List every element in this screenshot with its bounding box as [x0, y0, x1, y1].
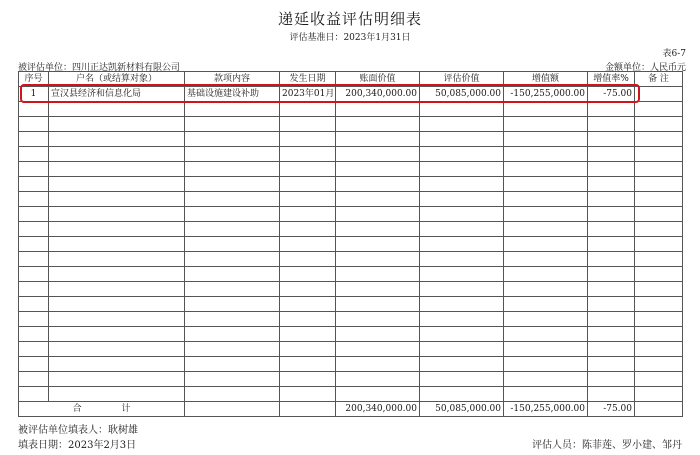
blank-cell [588, 297, 635, 312]
blank-row [19, 387, 683, 402]
blank-cell [280, 222, 336, 237]
col-name: 户名（或结算对象） [49, 72, 185, 87]
blank-cell [185, 372, 280, 387]
appraised-entity: 被评估单位：四川正达凯新材料有限公司 [18, 63, 181, 73]
blank-cell [336, 372, 420, 387]
blank-row [19, 327, 683, 342]
blank-cell [49, 357, 185, 372]
blank-cell [49, 282, 185, 297]
blank-cell [504, 177, 588, 192]
currency-unit: 金额单位：人民币元 [604, 63, 686, 73]
blank-cell [19, 177, 49, 192]
blank-cell [420, 192, 504, 207]
blank-cell [49, 387, 185, 402]
blank-cell [336, 312, 420, 327]
appraisers: 评估人员：陈菲莲、罗小建、邹丹 [532, 440, 682, 451]
blank-cell [420, 132, 504, 147]
total-label [19, 402, 185, 417]
total-label-a: 合 [72, 404, 82, 414]
blank-cell [336, 387, 420, 402]
blank-cell [504, 342, 588, 357]
blank-cell [185, 162, 280, 177]
blank-cell [420, 207, 504, 222]
blank-row [19, 372, 683, 387]
blank-cell [185, 267, 280, 282]
blank-cell [588, 207, 635, 222]
blank-cell [336, 222, 420, 237]
blank-cell [588, 252, 635, 267]
blank-cell [280, 357, 336, 372]
blank-cell [280, 297, 336, 312]
blank-cell [49, 237, 185, 252]
total-rate: -75.00 [588, 402, 635, 417]
blank-cell [49, 327, 185, 342]
total-content-empty [185, 402, 280, 417]
blank-cell [588, 267, 635, 282]
blank-cell [19, 282, 49, 297]
blank-cell [185, 207, 280, 222]
blank-cell [49, 102, 185, 117]
blank-cell [280, 237, 336, 252]
fill-date: 填表日期：2023年2月3日 [18, 440, 137, 451]
blank-cell [19, 267, 49, 282]
blank-cell [635, 177, 683, 192]
blank-cell [280, 102, 336, 117]
blank-cell [336, 252, 420, 267]
blank-cell [420, 372, 504, 387]
total-date-empty [280, 402, 336, 417]
blank-cell [635, 102, 683, 117]
blank-cell [635, 327, 683, 342]
blank-cell [635, 237, 683, 252]
blank-cell [185, 237, 280, 252]
blank-cell [336, 357, 420, 372]
cell-book-value: 200,340,000.00 [336, 87, 420, 102]
blank-cell [588, 177, 635, 192]
blank-cell [420, 387, 504, 402]
blank-cell [420, 222, 504, 237]
blank-row [19, 177, 683, 192]
blank-cell [185, 327, 280, 342]
blank-cell [336, 132, 420, 147]
blank-cell [49, 372, 185, 387]
total-increase: -150,255,000.00 [504, 402, 588, 417]
blank-cell [504, 267, 588, 282]
blank-cell [49, 147, 185, 162]
blank-cell [420, 117, 504, 132]
blank-cell [635, 267, 683, 282]
blank-cell [504, 282, 588, 297]
blank-cell [19, 312, 49, 327]
col-seq: 序号 [19, 72, 49, 87]
blank-cell [280, 282, 336, 297]
blank-cell [336, 207, 420, 222]
blank-cell [185, 252, 280, 267]
blank-cell [185, 357, 280, 372]
blank-cell [635, 357, 683, 372]
blank-cell [504, 327, 588, 342]
blank-row [19, 102, 683, 117]
blank-cell [588, 147, 635, 162]
blank-cell [588, 312, 635, 327]
blank-cell [588, 102, 635, 117]
blank-cell [588, 372, 635, 387]
blank-row [19, 357, 683, 372]
col-increase: 增值额 [504, 72, 588, 87]
blank-cell [336, 327, 420, 342]
blank-cell [336, 162, 420, 177]
col-rate: 增值率% [588, 72, 635, 87]
blank-cell [588, 117, 635, 132]
blank-cell [49, 162, 185, 177]
blank-cell [185, 297, 280, 312]
blank-cell [420, 267, 504, 282]
blank-row [19, 162, 683, 177]
blank-cell [504, 387, 588, 402]
cell-content: 基础设施建设补助 [185, 87, 280, 102]
blank-cell [635, 312, 683, 327]
blank-row [19, 207, 683, 222]
header-row [19, 72, 683, 87]
blank-cell [280, 267, 336, 282]
blank-row [19, 282, 683, 297]
blank-cell [49, 207, 185, 222]
blank-cell [280, 312, 336, 327]
blank-cell [504, 102, 588, 117]
blank-cell [635, 372, 683, 387]
blank-cell [588, 162, 635, 177]
blank-cell [504, 117, 588, 132]
total-appraised-value: 50,085,000.00 [420, 402, 504, 417]
blank-row [19, 147, 683, 162]
blank-row [19, 267, 683, 282]
blank-cell [19, 327, 49, 342]
blank-row [19, 117, 683, 132]
blank-cell [185, 387, 280, 402]
blank-cell [19, 132, 49, 147]
blank-cell [280, 162, 336, 177]
blank-cell [504, 357, 588, 372]
blank-cell [504, 162, 588, 177]
blank-cell [336, 192, 420, 207]
blank-cell [635, 147, 683, 162]
blank-cell [420, 327, 504, 342]
cell-name: 宣汉县经济和信息化局 [49, 87, 185, 102]
deferred-income-table [18, 71, 683, 417]
blank-row [19, 222, 683, 237]
total-note-empty [635, 402, 683, 417]
blank-cell [280, 372, 336, 387]
blank-cell [504, 222, 588, 237]
blank-cell [336, 267, 420, 282]
total-label-b: 计 [121, 404, 131, 414]
table-number: 表6-7 [662, 49, 686, 59]
blank-cell [420, 177, 504, 192]
blank-cell [49, 342, 185, 357]
cell-seq: 1 [19, 87, 49, 102]
blank-cell [588, 282, 635, 297]
blank-cell [19, 207, 49, 222]
blank-cell [504, 192, 588, 207]
blank-cell [49, 267, 185, 282]
blank-cell [19, 297, 49, 312]
blank-cell [336, 177, 420, 192]
blank-cell [420, 282, 504, 297]
blank-cell [420, 342, 504, 357]
blank-cell [185, 312, 280, 327]
blank-cell [504, 297, 588, 312]
blank-cell [19, 147, 49, 162]
blank-cell [504, 207, 588, 222]
col-appraised-value: 评估价值 [420, 72, 504, 87]
blank-cell [504, 312, 588, 327]
col-note: 备 注 [635, 72, 683, 87]
blank-cell [420, 297, 504, 312]
blank-cell [504, 372, 588, 387]
blank-cell [420, 102, 504, 117]
cell-appraised-value: 50,085,000.00 [420, 87, 504, 102]
blank-cell [185, 282, 280, 297]
blank-cell [588, 192, 635, 207]
blank-row [19, 132, 683, 147]
blank-row [19, 297, 683, 312]
blank-cell [635, 282, 683, 297]
blank-cell [588, 327, 635, 342]
blank-cell [19, 252, 49, 267]
blank-cell [19, 102, 49, 117]
blank-cell [635, 387, 683, 402]
blank-cell [19, 342, 49, 357]
blank-cell [588, 222, 635, 237]
blank-cell [19, 237, 49, 252]
blank-cell [185, 117, 280, 132]
blank-cell [49, 222, 185, 237]
blank-cell [635, 117, 683, 132]
blank-cell [49, 192, 185, 207]
blank-cell [280, 192, 336, 207]
blank-cell [420, 312, 504, 327]
blank-cell [185, 177, 280, 192]
col-date: 发生日期 [280, 72, 336, 87]
blank-cell [588, 237, 635, 252]
blank-cell [336, 297, 420, 312]
blank-cell [19, 192, 49, 207]
col-book-value: 账面价值 [336, 72, 420, 87]
blank-cell [280, 117, 336, 132]
blank-cell [635, 132, 683, 147]
base-date: 评估基准日：2023年1月31日 [289, 33, 411, 43]
blank-row [19, 252, 683, 267]
blank-cell [635, 342, 683, 357]
blank-cell [588, 357, 635, 372]
blank-cell [504, 237, 588, 252]
blank-cell [504, 252, 588, 267]
blank-cell [588, 132, 635, 147]
blank-cell [336, 102, 420, 117]
blank-cell [635, 162, 683, 177]
blank-cell [185, 132, 280, 147]
blank-cell [588, 342, 635, 357]
blank-cell [49, 252, 185, 267]
blank-cell [280, 252, 336, 267]
blank-row [19, 192, 683, 207]
cell-increase: -150,255,000.00 [504, 87, 588, 102]
blank-cell [504, 132, 588, 147]
total-row [19, 402, 683, 417]
blank-cell [420, 252, 504, 267]
blank-cell [336, 117, 420, 132]
col-content: 款项内容 [185, 72, 280, 87]
blank-cell [420, 357, 504, 372]
blank-cell [280, 387, 336, 402]
blank-cell [19, 117, 49, 132]
blank-cell [19, 387, 49, 402]
blank-cell [635, 207, 683, 222]
blank-cell [185, 102, 280, 117]
blank-cell [420, 147, 504, 162]
blank-cell [635, 252, 683, 267]
blank-cell [635, 192, 683, 207]
blank-row [19, 312, 683, 327]
blank-cell [49, 132, 185, 147]
blank-cell [19, 372, 49, 387]
blank-cell [588, 387, 635, 402]
blank-cell [19, 357, 49, 372]
blank-cell [280, 132, 336, 147]
blank-row [19, 237, 683, 252]
cell-date: 2023年01月 [280, 87, 336, 102]
cell-note [635, 87, 683, 102]
blank-cell [336, 147, 420, 162]
blank-cell [336, 342, 420, 357]
blank-cell [336, 237, 420, 252]
total-book-value: 200,340,000.00 [336, 402, 420, 417]
blank-cell [635, 297, 683, 312]
blank-cell [420, 162, 504, 177]
blank-cell [420, 237, 504, 252]
cell-rate: -75.00 [588, 87, 635, 102]
blank-cell [19, 222, 49, 237]
page-title: 递延收益评估明细表 [277, 10, 422, 28]
blank-cell [49, 177, 185, 192]
blank-cell [280, 177, 336, 192]
blank-row [19, 342, 683, 357]
blank-cell [280, 207, 336, 222]
blank-cell [49, 297, 185, 312]
blank-cell [185, 342, 280, 357]
blank-cell [185, 222, 280, 237]
blank-cell [185, 192, 280, 207]
form-filler: 被评估单位填表人：耿树雄 [18, 425, 138, 436]
blank-cell [19, 162, 49, 177]
blank-cell [49, 312, 185, 327]
blank-cell [635, 222, 683, 237]
blank-cell [504, 147, 588, 162]
table-row [19, 87, 683, 102]
blank-cell [336, 282, 420, 297]
blank-cell [280, 327, 336, 342]
blank-cell [49, 117, 185, 132]
blank-cell [185, 147, 280, 162]
blank-cell [280, 147, 336, 162]
blank-cell [280, 342, 336, 357]
